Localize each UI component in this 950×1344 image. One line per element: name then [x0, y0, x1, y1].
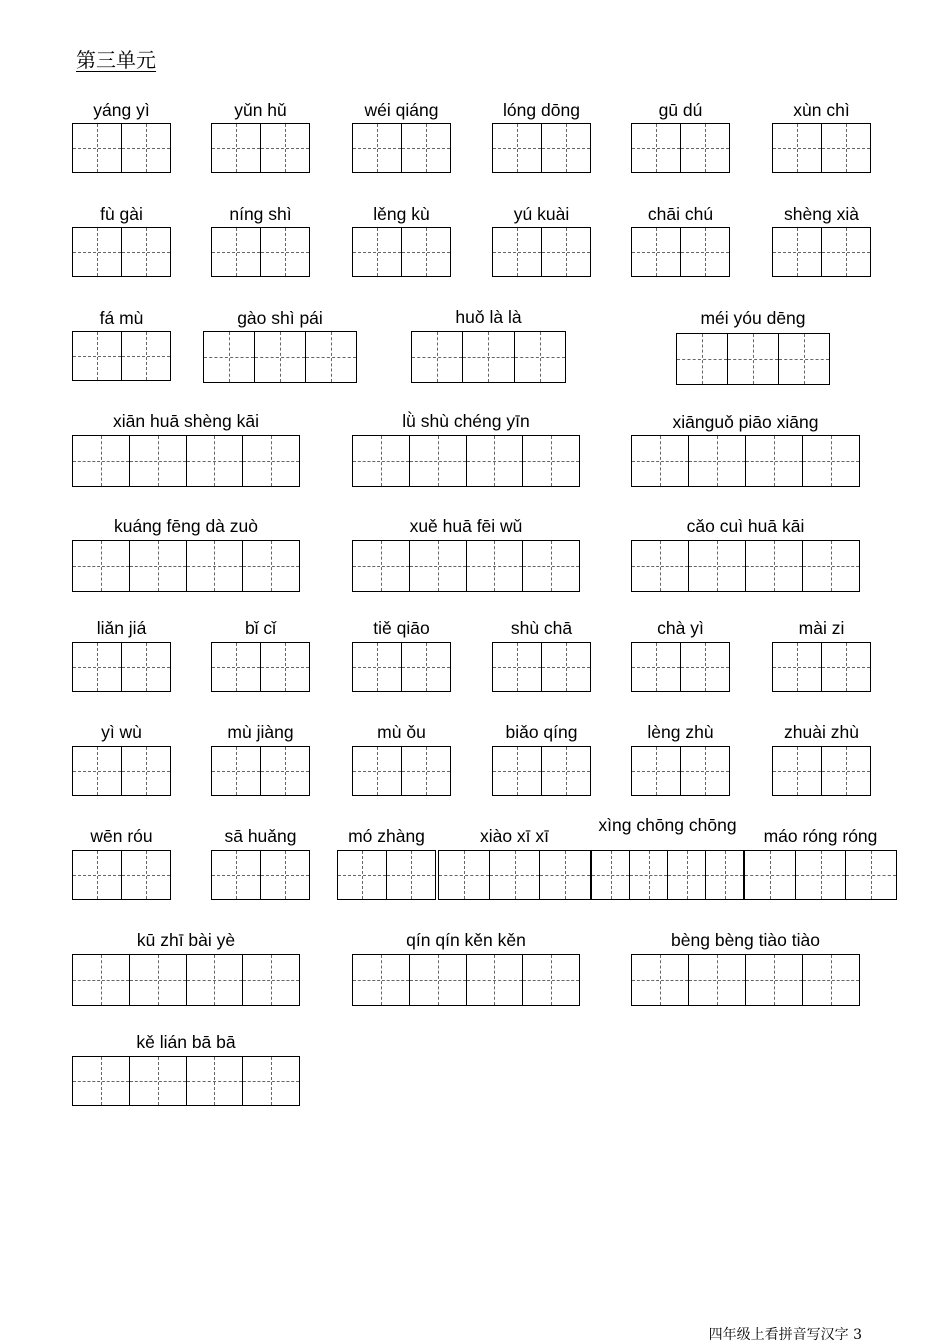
tianzige-cell[interactable] [680, 124, 729, 172]
tianzige-cell[interactable] [688, 955, 745, 1005]
tianzige-cell[interactable] [401, 643, 450, 691]
tianzige-cell[interactable] [489, 851, 540, 899]
tianzige-cell[interactable] [541, 747, 590, 795]
tianzige-cell[interactable] [186, 541, 243, 591]
tianzige-cell[interactable] [186, 955, 243, 1005]
tianzige-cell[interactable] [338, 851, 386, 899]
tianzige-cell[interactable] [632, 643, 680, 691]
page-footer: 四年级上看拼音写汉字 3 [708, 1327, 862, 1343]
writing-grid[interactable] [631, 746, 730, 796]
tianzige-cell[interactable] [493, 124, 541, 172]
pinyin-label: kū zhī bài yè [136, 930, 236, 950]
tianzige-cell[interactable] [493, 643, 541, 691]
tianzige-cell[interactable] [629, 851, 667, 899]
tianzige-cell[interactable] [466, 436, 523, 486]
tianzige-cell[interactable] [773, 228, 821, 276]
tianzige-cell[interactable] [522, 436, 579, 486]
pinyin-label: gào shì pái [237, 308, 323, 328]
pinyin-label: máo róng róng [763, 826, 878, 846]
writing-grid[interactable] [211, 850, 310, 900]
writing-grid[interactable] [352, 123, 451, 173]
tianzige-cell[interactable] [260, 747, 309, 795]
pinyin-label: chāi chú [647, 204, 714, 224]
pinyin-label: shèng xià [784, 204, 859, 224]
tianzige-cell[interactable] [439, 851, 489, 899]
tianzige-cell[interactable] [121, 332, 170, 380]
tianzige-cell[interactable] [254, 332, 305, 382]
tianzige-cell[interactable] [632, 955, 688, 1005]
tianzige-cell[interactable] [845, 851, 896, 899]
pinyin-label: mù ǒu [377, 722, 426, 742]
tianzige-cell[interactable] [73, 1057, 129, 1105]
tianzige-cell[interactable] [409, 955, 466, 1005]
writing-grid[interactable] [492, 746, 591, 796]
pinyin-label: mó zhàng [348, 826, 425, 846]
writing-grid[interactable] [631, 540, 860, 592]
pinyin-label: lèng zhù [647, 722, 714, 742]
writing-grid[interactable] [72, 123, 171, 173]
tianzige-cell[interactable] [353, 124, 401, 172]
pinyin-label: wēn róu [90, 826, 153, 846]
pinyin-label: tiě qiāo [373, 618, 430, 638]
tianzige-cell[interactable] [260, 643, 309, 691]
tianzige-cell[interactable] [680, 747, 729, 795]
tianzige-cell[interactable] [409, 541, 466, 591]
writing-grid[interactable] [631, 954, 860, 1006]
writing-grid[interactable] [772, 746, 871, 796]
tianzige-cell[interactable] [353, 228, 401, 276]
writing-grid[interactable] [352, 227, 451, 277]
tianzige-cell[interactable] [802, 955, 859, 1005]
tianzige-cell[interactable] [129, 436, 186, 486]
writing-grid[interactable] [772, 642, 871, 692]
tianzige-cell[interactable] [632, 124, 680, 172]
writing-grid[interactable] [72, 746, 171, 796]
writing-grid[interactable] [631, 642, 730, 692]
tianzige-cell[interactable] [795, 851, 846, 899]
tianzige-cell[interactable] [386, 851, 435, 899]
tianzige-cell[interactable] [466, 955, 523, 1005]
tianzige-cell[interactable] [632, 747, 680, 795]
pinyin-label: méi yóu dēng [700, 308, 806, 328]
tianzige-cell[interactable] [73, 643, 121, 691]
tianzige-cell[interactable] [541, 228, 590, 276]
writing-grid[interactable] [211, 746, 310, 796]
tianzige-cell[interactable] [212, 747, 260, 795]
pinyin-label: níng shì [229, 204, 292, 224]
tianzige-cell[interactable] [212, 124, 260, 172]
pinyin-label: bèng bèng tiào tiào [671, 930, 820, 950]
tianzige-cell[interactable] [73, 541, 129, 591]
writing-grid[interactable] [72, 540, 300, 592]
tianzige-cell[interactable] [129, 541, 186, 591]
tianzige-cell[interactable] [242, 1057, 299, 1105]
tianzige-cell[interactable] [680, 643, 729, 691]
tianzige-cell[interactable] [821, 643, 870, 691]
tianzige-cell[interactable] [688, 541, 745, 591]
pinyin-label: mù jiàng [227, 722, 294, 742]
tianzige-cell[interactable] [73, 851, 121, 899]
writing-grid[interactable] [211, 227, 310, 277]
writing-grid[interactable] [492, 642, 591, 692]
tianzige-cell[interactable] [466, 541, 523, 591]
tianzige-cell[interactable] [204, 332, 254, 382]
tianzige-cell[interactable] [121, 747, 170, 795]
pinyin-label: mài zi [798, 618, 845, 638]
pinyin-label: zhuài zhù [784, 722, 859, 742]
tianzige-cell[interactable] [541, 124, 590, 172]
tianzige-cell[interactable] [667, 851, 705, 899]
tianzige-cell[interactable] [212, 228, 260, 276]
pinyin-label: xùn chì [793, 100, 850, 120]
writing-grid[interactable] [631, 227, 730, 277]
tianzige-cell[interactable] [802, 436, 859, 486]
tianzige-cell[interactable] [462, 332, 513, 382]
tianzige-cell[interactable] [821, 124, 870, 172]
tianzige-cell[interactable] [121, 643, 170, 691]
tianzige-cell[interactable] [73, 436, 129, 486]
pinyin-label: kě lián bā bā [136, 1032, 236, 1052]
tianzige-cell[interactable] [121, 124, 170, 172]
tianzige-cell[interactable] [305, 332, 356, 382]
writing-grid[interactable] [337, 850, 436, 900]
tianzige-cell[interactable] [821, 747, 870, 795]
tianzige-cell[interactable] [242, 436, 299, 486]
tianzige-cell[interactable] [539, 851, 590, 899]
pinyin-label: lǜ shù chéng yīn [402, 411, 530, 431]
tianzige-cell[interactable] [632, 436, 688, 486]
pinyin-label: chà yì [657, 618, 704, 638]
pinyin-label: wéi qiáng [364, 100, 439, 120]
tianzige-cell[interactable] [688, 436, 745, 486]
writing-grid[interactable] [744, 850, 897, 900]
pinyin-label: cǎo cuì huā kāi [686, 516, 805, 536]
writing-grid[interactable] [72, 954, 300, 1006]
tianzige-cell[interactable] [212, 643, 260, 691]
tianzige-cell[interactable] [401, 124, 450, 172]
tianzige-cell[interactable] [632, 541, 688, 591]
pinyin-label: kuáng fēng dà zuò [113, 516, 258, 536]
pinyin-label: lóng dōng [503, 100, 580, 120]
tianzige-cell[interactable] [745, 851, 795, 899]
pinyin-label: xuě huā fēi wǔ [409, 516, 523, 536]
pinyin-label: fù gài [100, 204, 143, 224]
writing-grid[interactable] [72, 435, 300, 487]
writing-grid[interactable] [211, 123, 310, 173]
tianzige-cell[interactable] [412, 332, 462, 382]
tianzige-cell[interactable] [677, 334, 727, 384]
pinyin-label: bǐ cǐ [244, 618, 277, 638]
pinyin-label: xiào xī xī [479, 826, 550, 846]
tianzige-cell[interactable] [242, 541, 299, 591]
tianzige-cell[interactable] [493, 747, 541, 795]
pinyin-label: sā huǎng [224, 826, 297, 846]
tianzige-cell[interactable] [541, 643, 590, 691]
pinyin-label: lěng kù [373, 204, 430, 224]
tianzige-cell[interactable] [705, 851, 743, 899]
pinyin-label: yì wù [101, 722, 142, 742]
pinyin-label: huǒ là là [455, 307, 522, 327]
pinyin-label: shù chā [510, 618, 573, 638]
tianzige-cell[interactable] [802, 541, 859, 591]
pinyin-label: yú kuài [513, 204, 570, 224]
pinyin-label: yǔn hǔ [234, 100, 287, 120]
tianzige-cell[interactable] [493, 228, 541, 276]
tianzige-cell[interactable] [186, 436, 243, 486]
pinyin-label: xìng chōng chōng [598, 815, 737, 835]
writing-grid[interactable] [352, 746, 451, 796]
tianzige-cell[interactable] [773, 747, 821, 795]
tianzige-cell[interactable] [121, 228, 170, 276]
writing-grid[interactable] [772, 123, 871, 173]
writing-grid[interactable] [72, 227, 171, 277]
tianzige-cell[interactable] [260, 228, 309, 276]
tianzige-cell[interactable] [73, 955, 129, 1005]
tianzige-cell[interactable] [632, 228, 680, 276]
writing-grid[interactable] [438, 850, 591, 900]
tianzige-cell[interactable] [514, 332, 565, 382]
writing-grid[interactable] [72, 642, 171, 692]
tianzige-cell[interactable] [129, 1057, 186, 1105]
writing-grid[interactable] [72, 1056, 300, 1106]
pinyin-label: fá mù [99, 308, 144, 328]
tianzige-cell[interactable] [409, 436, 466, 486]
writing-grid[interactable] [492, 227, 591, 277]
tianzige-cell[interactable] [680, 228, 729, 276]
tianzige-cell[interactable] [745, 955, 802, 1005]
tianzige-cell[interactable] [121, 851, 170, 899]
writing-grid[interactable] [352, 954, 580, 1006]
writing-grid[interactable] [631, 123, 730, 173]
tianzige-cell[interactable] [129, 955, 186, 1005]
pinyin-label: liǎn jiá [96, 618, 147, 638]
writing-grid[interactable] [352, 540, 580, 592]
tianzige-cell[interactable] [522, 955, 579, 1005]
tianzige-cell[interactable] [73, 747, 121, 795]
tianzige-cell[interactable] [727, 334, 778, 384]
tianzige-cell[interactable] [773, 643, 821, 691]
writing-grid[interactable] [411, 331, 566, 383]
writing-grid[interactable] [631, 435, 860, 487]
pinyin-label: qín qín kěn kěn [406, 930, 526, 950]
tianzige-cell[interactable] [353, 436, 409, 486]
pinyin-label: biǎo qíng [505, 722, 578, 742]
tianzige-cell[interactable] [745, 541, 802, 591]
tianzige-cell[interactable] [73, 124, 121, 172]
tianzige-cell[interactable] [773, 124, 821, 172]
pinyin-label: xiānguǒ piāo xiāng [672, 412, 819, 432]
tianzige-cell[interactable] [73, 228, 121, 276]
writing-grid[interactable] [352, 642, 451, 692]
tianzige-cell[interactable] [242, 955, 299, 1005]
tianzige-cell[interactable] [401, 228, 450, 276]
tianzige-cell[interactable] [186, 1057, 243, 1105]
tianzige-cell[interactable] [401, 747, 450, 795]
pinyin-label: xiān huā shèng kāi [113, 411, 259, 431]
writing-grid[interactable] [211, 642, 310, 692]
pinyin-label: yáng yì [93, 100, 150, 120]
pinyin-label: gū dú [658, 100, 703, 120]
writing-grid[interactable] [492, 123, 591, 173]
tianzige-cell[interactable] [212, 851, 260, 899]
writing-grid[interactable] [72, 331, 171, 381]
tianzige-cell[interactable] [821, 228, 870, 276]
writing-grid[interactable] [772, 227, 871, 277]
tianzige-cell[interactable] [260, 851, 309, 899]
tianzige-cell[interactable] [778, 334, 829, 384]
writing-grid[interactable] [591, 850, 744, 900]
unit-title: 第三单元 [76, 48, 156, 72]
tianzige-cell[interactable] [592, 851, 629, 899]
tianzige-cell[interactable] [353, 541, 409, 591]
tianzige-cell[interactable] [353, 643, 401, 691]
tianzige-cell[interactable] [353, 747, 401, 795]
writing-grid[interactable] [676, 333, 830, 385]
tianzige-cell[interactable] [522, 541, 579, 591]
tianzige-cell[interactable] [73, 332, 121, 380]
writing-grid[interactable] [352, 435, 580, 487]
writing-grid[interactable] [72, 850, 171, 900]
tianzige-cell[interactable] [260, 124, 309, 172]
tianzige-cell[interactable] [353, 955, 409, 1005]
writing-grid[interactable] [203, 331, 357, 383]
tianzige-cell[interactable] [745, 436, 802, 486]
